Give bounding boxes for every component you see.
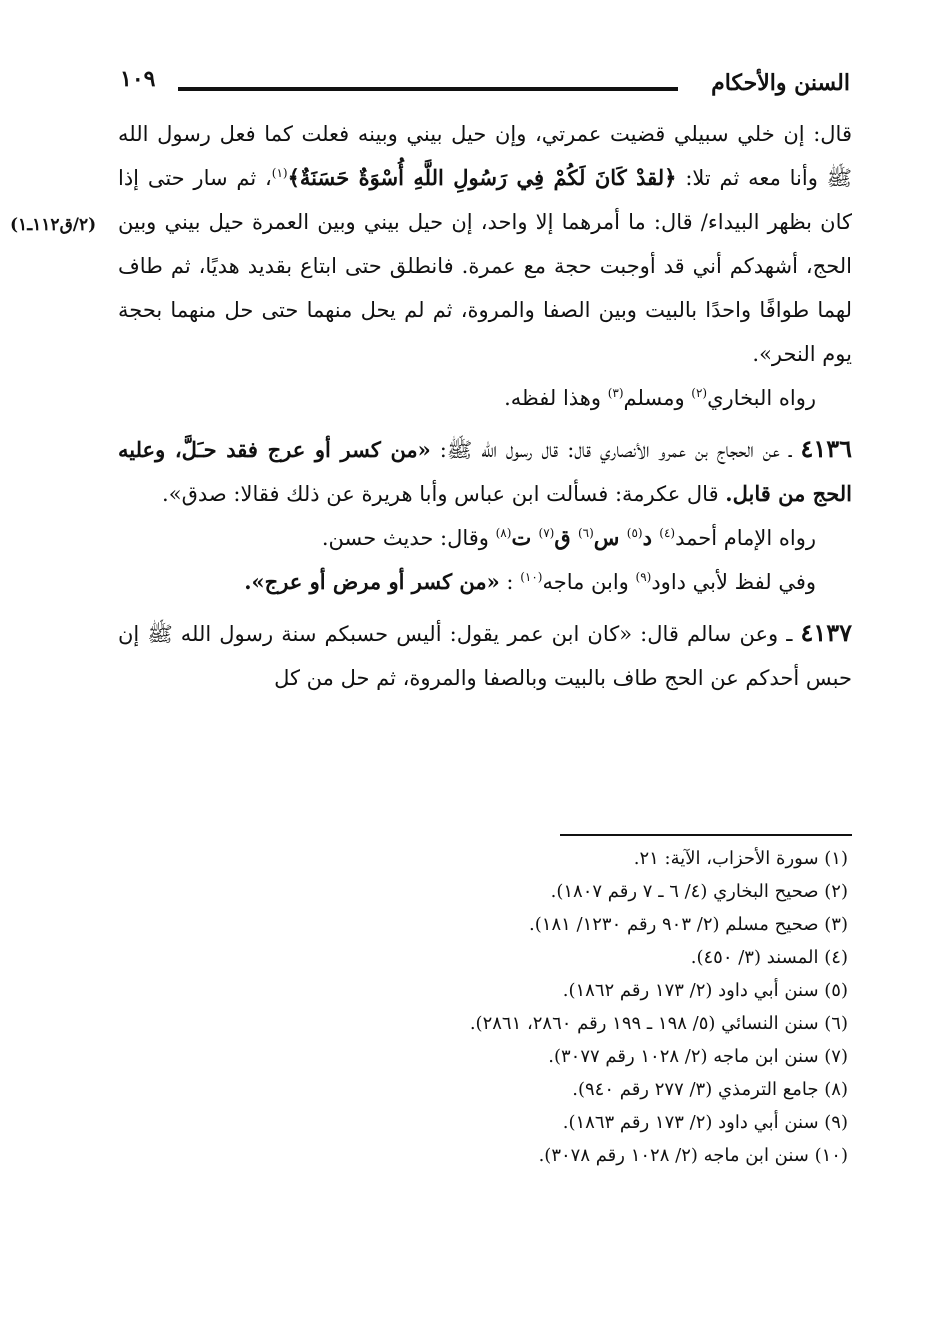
footnote-item: (٩) سنن أبي داود (٢/ ١٧٣ رقم ١٨٦٣). bbox=[562, 1112, 848, 1133]
running-title: السنن والأحكام bbox=[711, 70, 850, 96]
paragraph-source: رواه الإمام أحمد$^{(٤)}$ د$^{(٥)}$ س$^{(٦)}$ ق$^{(٧)}$ ت$^{(٨)}$ وقال: حديث حسن. bbox=[321, 525, 816, 550]
footnote-item: (١) سورة الأحزاب، الآية: ٢١. bbox=[633, 848, 848, 869]
footnote-item: (٦) سنن النسائي (٥/ ١٩٨ ـ ١٩٩ رقم ٢٨٦٠، ٢٨٦١). bbox=[469, 1013, 848, 1034]
footnote-ref: (٣) bbox=[607, 386, 624, 400]
page-number: ١٠٩ bbox=[120, 66, 156, 92]
paragraph-hadith-continuation: قال: إن خلي سبيلي قضيت عمرتي، وإن حيل بيني وبينه فعلت كما فعل رسول الله ﷺ وأنا معه ثم تلا: ﴿لقدْ كَانَ لَكُمْ فِي رَسُولِ اللَّهِ أُسْوَةٌ حَسَنَةٌ﴾$^{(١)}$، ثم سار حتى إذا كان بظهر البيداء/ قال: ما أمرهما إلا واحد، إن حيل بيني وبين العمرة حيل بيني وبين الحج، أشهدكم أني قد أوجبت حجة مع عمرة. فانطلق حتى ابتاع بقديد هديًا، ثم طاف لهما طوافًا واحدًا بالبيت وبين الصفا والمروة، ثم لم يحل منهما حتى حل منهما بحجة يوم النحر». bbox=[118, 122, 852, 366]
footnote-item: (٤) المسند (٣/ ٤٥٠). bbox=[690, 947, 848, 968]
manuscript-folio-note: (٢/ق١١٢ـ١) bbox=[10, 215, 97, 235]
footnotes bbox=[300, 842, 848, 1172]
header-rule bbox=[178, 87, 678, 91]
footnote-item: (٥) سنن أبي داود (٢/ ١٧٣ رقم ١٨٦٢). bbox=[562, 980, 848, 1001]
page-header bbox=[120, 68, 850, 108]
paragraph-source: رواه البخاري$^{(٢)}$ ومسلم$^{(٣)}$ وهذا لفظه. bbox=[504, 386, 816, 410]
paragraph-variant: وفي لفظ لأبي داود$^{(٩)}$ وابن ماجه$^{(١٠)}$ : «من كسر أو مرض أو عرج». bbox=[244, 569, 816, 594]
footnote-ref: (٢) bbox=[691, 386, 708, 400]
footnote-item: (٢) صحيح البخاري (٤/ ٦ ـ ٧ رقم ١٨٠٧). bbox=[550, 881, 848, 902]
hadith-4137: ٤١٣٧ ـ وعن سالم قال: «كان ابن عمر يقول: أليس حسبكم سنة رسول الله ﷺ إن حبس أحدكم عن الحج طاف بالبيت وبالصفا والمروة، ثم حل من كل bbox=[118, 618, 852, 690]
main-text bbox=[118, 112, 852, 700]
footnote-item: (٨) جامع الترمذي (٣/ ٢٧٧ رقم ٩٤٠). bbox=[572, 1079, 848, 1100]
footnote-item: (٧) سنن ابن ماجه (٢/ ١٠٢٨ رقم ٣٠٧٧). bbox=[548, 1046, 848, 1067]
footnote-item: (٣) صحيح مسلم (٢/ ٩٠٣ رقم ١٢٣٠/ ١٨١). bbox=[529, 914, 848, 935]
footnote-item: (١٠) سنن ابن ماجه (٢/ ١٠٢٨ رقم ٣٠٧٨). bbox=[538, 1145, 848, 1166]
footnote-ref: (١) bbox=[271, 166, 288, 180]
hadith-4136: ٤١٣٦ ـ عن الحجاج بن عمرو الأنصاري قال: قال رسول الله ﷺ: «من كسر أو عرج فقد حـَلَّ، وعليه الحج من قابل. قال عكرمة: فسألت ابن عباس وأبا هريرة عن ذلك فقالا: صدق». bbox=[118, 434, 852, 506]
hadith-number: ٤١٣٦ bbox=[800, 434, 852, 463]
footnote-rule bbox=[560, 834, 852, 836]
quran-quote: ﴿لقدْ كَانَ لَكُمْ فِي رَسُولِ اللَّهِ أُسْوَةٌ حَسَنَةٌ﴾ bbox=[287, 165, 677, 190]
hadith-number: ٤١٣٧ bbox=[800, 618, 852, 647]
